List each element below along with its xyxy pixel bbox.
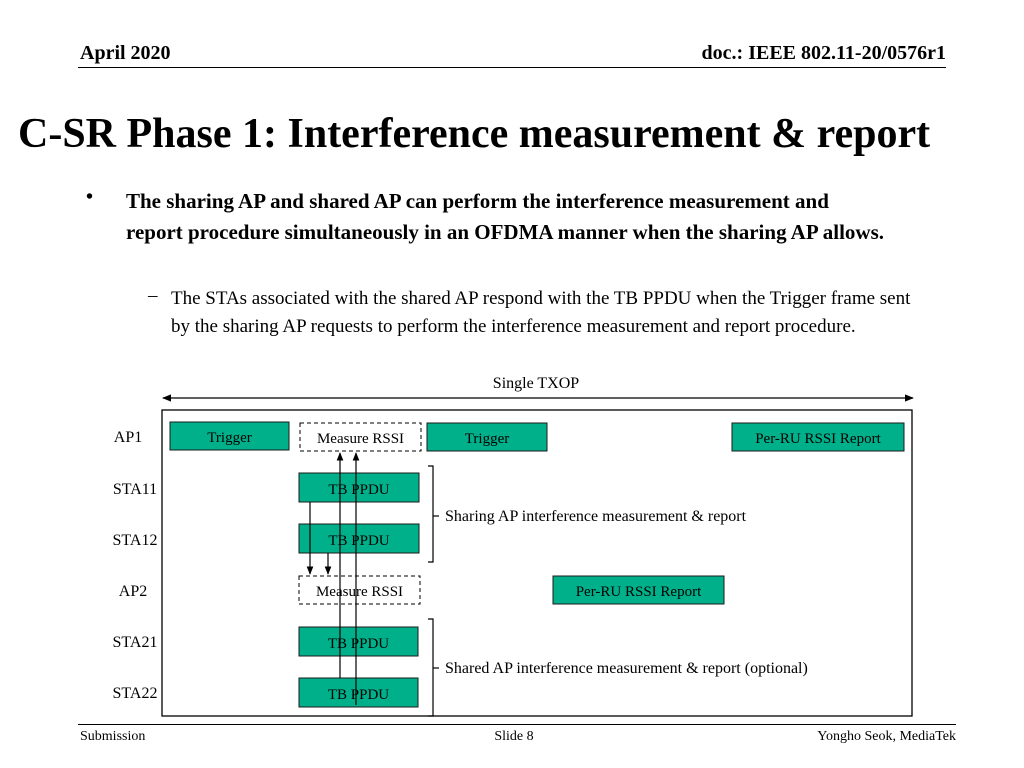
header-doc-id: doc.: IEEE 802.11-20/0576r1 (701, 42, 946, 64)
bracket-sharing (428, 466, 433, 562)
frame-measure-rssi-ap2-label: Measure RSSI (315, 584, 404, 600)
frame-tb-ppdu-sta12-label: TB PPDU (328, 533, 390, 549)
sub-bullet-marker: – (148, 285, 158, 306)
bullet-sub: The STAs associated with the shared AP respond with the TB PPDU when the Trigger frame sent by the sharing AP requests to perform the interference measurement and report procedure. (171, 288, 911, 337)
bullet-marker: • (86, 186, 94, 208)
row-label-ap1: AP1 (113, 429, 143, 446)
row-label-sta12: STA12 (112, 532, 158, 549)
txop-label: Single TXOP (492, 375, 580, 392)
frame-report-ap1-label: Per-RU RSSI Report (755, 431, 881, 447)
row-label-ap2: AP2 (118, 583, 148, 600)
footer-author: Yongho Seok, MediaTek (817, 729, 956, 744)
group-label-sharing: Sharing AP interference measurement & report (445, 508, 747, 525)
frame-tb-ppdu-sta22-label: TB PPDU (327, 687, 390, 703)
frame-measure-rssi-ap1-label: Measure RSSI (316, 431, 405, 447)
group-label-shared: Shared AP interference measurement & report (optional) (445, 660, 808, 677)
footer-slide-number: Slide 8 (494, 729, 534, 744)
bracket-shared (428, 619, 433, 716)
frame-trigger-2-label: Trigger (464, 431, 510, 447)
footer-submission: Submission (80, 729, 146, 744)
row-label-sta22: STA22 (112, 685, 158, 702)
footer-divider (78, 724, 956, 725)
bullet-main: The sharing AP and shared AP can perform the interference measurement and report procedure simultaneously in an OFDMA manner when the sharing AP allows. (126, 189, 884, 244)
row-label-sta21: STA21 (112, 634, 158, 651)
frame-trigger-1-label: Trigger (207, 430, 252, 446)
frame-tb-ppdu-sta21-label: TB PPDU (327, 636, 390, 652)
header-date: April 2020 (80, 42, 171, 64)
slide-title: C-SR Phase 1: Interference measurement & report (18, 111, 931, 157)
frame-report-ap2-label: Per-RU RSSI Report (575, 584, 702, 600)
frame-tb-ppdu-sta11-label: TB PPDU (328, 482, 390, 498)
row-label-sta11: STA11 (112, 481, 158, 498)
